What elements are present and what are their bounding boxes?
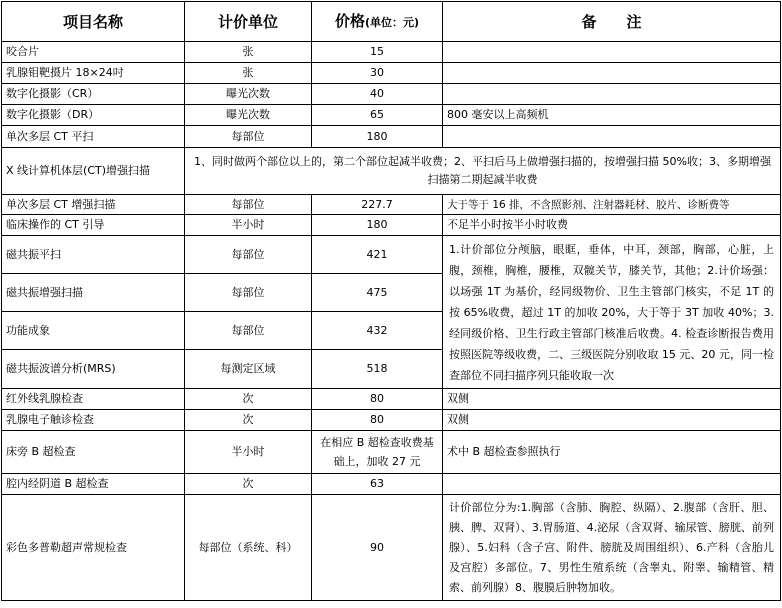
item-price: 63 bbox=[312, 474, 443, 495]
item-unit: 每部位（系统、科） bbox=[185, 495, 312, 601]
item-remark: 计价部位分为:1.胸部（含肺、胸腔、纵隔）、2.腹部（含肝、胆、胰、脾、双肾）、3.胃肠道、4.泌尿（含双肾、输尿管、膀胱、前列腺）、5.妇科（含子宫、附件、膀胱及周围组织）、6.产科（含胎儿及宫腔）多部位。7、男性生殖系统（含睾丸、附睾、输精管、精索、前列腺）8、腹膜后肿物加收。 bbox=[443, 495, 781, 601]
item-price: 15 bbox=[312, 42, 443, 63]
item-name: X 线计算机体层(CT)增强扫描 bbox=[2, 148, 185, 195]
table-row bbox=[2, 195, 781, 215]
item-unit: 每部位 bbox=[185, 312, 312, 350]
item-unit: 半小时 bbox=[185, 215, 312, 236]
header-row bbox=[2, 2, 781, 42]
item-remark bbox=[443, 63, 781, 84]
item-unit: 每测定区域 bbox=[185, 350, 312, 389]
item-remark bbox=[443, 126, 781, 148]
header-item-name: 项目名称 bbox=[2, 2, 185, 42]
item-price: 180 bbox=[312, 126, 443, 148]
header-remark: 备 注 bbox=[443, 2, 781, 42]
table-row bbox=[2, 236, 781, 274]
item-price: 421 bbox=[312, 236, 443, 274]
item-unit: 张 bbox=[185, 63, 312, 84]
item-remark: 双侧 bbox=[443, 389, 781, 410]
table-row bbox=[2, 148, 781, 195]
item-name: 功能成象 bbox=[2, 312, 185, 350]
item-name: 磁共振平扫 bbox=[2, 236, 185, 274]
mri-remark: 1.计价部位分颅脑，眼眶，垂体，中耳，颈部，胸部，心脏，上腹，颈椎，胸椎，腰椎，双髋关节，膝关节，其他；2.计价场强：以场强 1T 为基价，经同级物价、卫生主管部门核实，不足 1T 的按 65%收费，超过 1T 的加收 20%，大于等于 3T 加收 40%；3.经同级价格、卫生行政主管部门核准后收费。4. 检查诊断报告费用按照医院等级收费，二、三级医院分别收取 15 元、20 元，同一检查部位不同扫描序列只能收取一次 bbox=[443, 236, 781, 389]
fee-table bbox=[1, 1, 781, 601]
item-price: 180 bbox=[312, 215, 443, 236]
item-name: 磁共振波谱分析(MRS) bbox=[2, 350, 185, 389]
item-remark: 术中 B 超检查参照执行 bbox=[443, 431, 781, 474]
item-name: 乳腺电子触诊检查 bbox=[2, 410, 185, 431]
item-name: 磁共振增强扫描 bbox=[2, 274, 185, 312]
header-price bbox=[312, 2, 443, 42]
item-price: 40 bbox=[312, 84, 443, 105]
table-row bbox=[2, 431, 781, 474]
table-row bbox=[2, 474, 781, 495]
table-row bbox=[2, 126, 781, 148]
item-unit: 次 bbox=[185, 410, 312, 431]
item-name: 腔内经阴道 B 超检查 bbox=[2, 474, 185, 495]
table-row bbox=[2, 63, 781, 84]
header-price-unit: (单位：元) bbox=[364, 15, 420, 29]
item-price: 227.7 bbox=[312, 195, 443, 215]
item-price: 518 bbox=[312, 350, 443, 389]
table-row bbox=[2, 389, 781, 410]
item-price: 432 bbox=[312, 312, 443, 350]
item-price: 80 bbox=[312, 389, 443, 410]
item-unit: 曝光次数 bbox=[185, 105, 312, 126]
item-unit: 次 bbox=[185, 389, 312, 410]
item-price: 90 bbox=[312, 495, 443, 601]
item-price: 475 bbox=[312, 274, 443, 312]
item-price: 80 bbox=[312, 410, 443, 431]
table-row bbox=[2, 215, 781, 236]
table-row bbox=[2, 105, 781, 126]
item-remark bbox=[443, 84, 781, 105]
item-remark bbox=[443, 42, 781, 63]
item-name: 彩色多普勒超声常规检查 bbox=[2, 495, 185, 601]
item-unit: 每部位 bbox=[185, 274, 312, 312]
item-remark: 800 毫安以上高频机 bbox=[443, 105, 781, 126]
item-price: 65 bbox=[312, 105, 443, 126]
header-price-label: 价格 bbox=[334, 11, 365, 30]
item-unit: 张 bbox=[185, 42, 312, 63]
item-remark bbox=[443, 474, 781, 495]
item-unit: 每部位 bbox=[185, 126, 312, 148]
item-name: 单次多层 CT 平扫 bbox=[2, 126, 185, 148]
item-remark: 不足半小时按半小时收费 bbox=[443, 215, 781, 236]
table-row bbox=[2, 42, 781, 63]
item-name: 床旁 B 超检查 bbox=[2, 431, 185, 474]
item-name: 红外线乳腺检查 bbox=[2, 389, 185, 410]
item-unit: 半小时 bbox=[185, 431, 312, 474]
item-remark: 1、同时做两个部位以上的，第二个部位起减半收费；2、平扫后马上做增强扫描的，按增强扫描 50%收；3、多期增强扫描第二期起减半收费 bbox=[185, 148, 781, 195]
header-unit: 计价单位 bbox=[185, 2, 312, 42]
item-name: 单次多层 CT 增强扫描 bbox=[2, 195, 185, 215]
item-name: 临床操作的 CT 引导 bbox=[2, 215, 185, 236]
item-name: 数字化摄影（CR） bbox=[2, 84, 185, 105]
item-unit: 曝光次数 bbox=[185, 84, 312, 105]
item-name: 乳腺钼靶摄片 18×24吋 bbox=[2, 63, 185, 84]
table-row bbox=[2, 495, 781, 601]
table-row bbox=[2, 410, 781, 431]
table-row bbox=[2, 84, 781, 105]
item-unit: 每部位 bbox=[185, 236, 312, 274]
item-price: 30 bbox=[312, 63, 443, 84]
item-remark: 双侧 bbox=[443, 410, 781, 431]
item-unit: 每部位 bbox=[185, 195, 312, 215]
item-price: 在相应 B 超检查收费基础上，加收 27 元 bbox=[312, 431, 443, 474]
item-name: 数字化摄影（DR） bbox=[2, 105, 185, 126]
item-name: 咬合片 bbox=[2, 42, 185, 63]
item-unit: 次 bbox=[185, 474, 312, 495]
item-remark: 大于等于 16 排，不含照影剂、注射器耗材、胶片、诊断费等 bbox=[443, 195, 781, 215]
